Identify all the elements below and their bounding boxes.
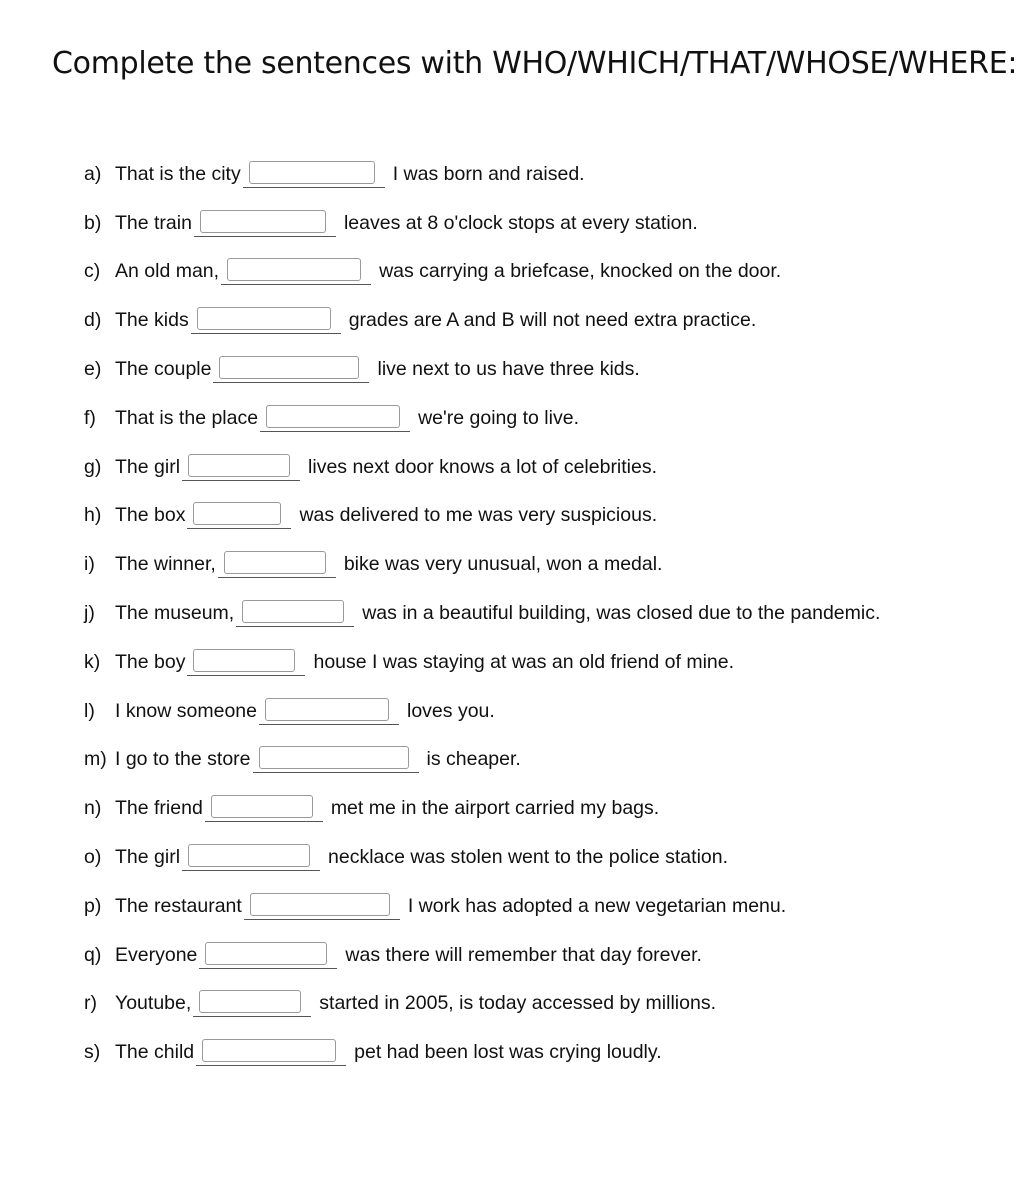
sentence-end: I work has adopted a new vegetarian menu. bbox=[407, 894, 787, 917]
sentence-end: bike was very unusual, won a medal. bbox=[343, 553, 663, 576]
item-letter: g) bbox=[84, 455, 102, 478]
answer-box[interactable] bbox=[193, 502, 281, 525]
item-letter: k) bbox=[84, 650, 101, 673]
sentence-start: That is the city bbox=[115, 162, 241, 185]
exercise-list bbox=[84, 150, 984, 1077]
answer-blank[interactable] bbox=[221, 258, 371, 285]
answer-blank[interactable] bbox=[199, 942, 337, 969]
answer-box[interactable] bbox=[188, 454, 290, 477]
exercise-item bbox=[84, 199, 984, 248]
exercise-item bbox=[84, 443, 984, 492]
exercise-item bbox=[84, 931, 984, 980]
sentence-end: grades are A and B will not need extra practice. bbox=[348, 309, 757, 332]
exercise-item bbox=[84, 296, 984, 345]
answer-box[interactable] bbox=[250, 893, 390, 916]
sentence-end: live next to us have three kids. bbox=[377, 358, 640, 381]
answer-box[interactable] bbox=[199, 990, 301, 1013]
answer-box[interactable] bbox=[224, 551, 326, 574]
answer-box[interactable] bbox=[242, 600, 344, 623]
sentence-end: we're going to live. bbox=[418, 406, 579, 429]
sentence-start: The train bbox=[115, 211, 192, 234]
answer-blank[interactable] bbox=[196, 1039, 346, 1066]
answer-blank[interactable] bbox=[187, 649, 305, 676]
sentence-start: The museum, bbox=[115, 602, 235, 625]
exercise-item bbox=[84, 687, 984, 736]
item-letter: f) bbox=[84, 406, 96, 429]
item-letter: i) bbox=[84, 553, 95, 576]
answer-box[interactable] bbox=[227, 258, 361, 281]
sentence-start: The child bbox=[115, 1041, 195, 1064]
sentence-end: is cheaper. bbox=[426, 748, 521, 771]
exercise-item bbox=[84, 394, 984, 443]
answer-blank[interactable] bbox=[205, 795, 323, 822]
answer-box[interactable] bbox=[200, 210, 326, 233]
sentence-end: leaves at 8 o'clock stops at every station. bbox=[343, 211, 698, 234]
answer-box[interactable] bbox=[266, 405, 400, 428]
exercise-item bbox=[84, 345, 984, 394]
sentence-end: met me in the airport carried my bags. bbox=[330, 797, 660, 820]
item-letter: q) bbox=[84, 943, 102, 966]
answer-box[interactable] bbox=[249, 161, 375, 184]
answer-box[interactable] bbox=[219, 356, 359, 379]
item-letter: l) bbox=[84, 699, 95, 722]
sentence-start: The friend bbox=[115, 797, 203, 820]
answer-blank[interactable] bbox=[191, 307, 341, 334]
item-letter: r) bbox=[84, 992, 97, 1015]
answer-blank[interactable] bbox=[182, 844, 320, 871]
exercise-item bbox=[84, 589, 984, 638]
item-letter: p) bbox=[84, 894, 102, 917]
sentence-start: Youtube, bbox=[115, 992, 192, 1015]
answer-blank[interactable] bbox=[187, 502, 291, 529]
answer-box[interactable] bbox=[205, 942, 327, 965]
sentence-end: started in 2005, is today accessed by millions. bbox=[319, 992, 716, 1015]
sentence-start: The couple bbox=[115, 358, 212, 381]
item-letter: s) bbox=[84, 1041, 101, 1064]
worksheet-title: Complete the sentences with WHO/WHICH/THAT/WHOSE/WHERE: bbox=[52, 46, 1018, 81]
sentence-start: An old man, bbox=[115, 260, 220, 283]
sentence-start: That is the place bbox=[115, 406, 259, 429]
answer-blank[interactable] bbox=[218, 551, 336, 578]
sentence-end: lives next door knows a lot of celebrities. bbox=[308, 455, 658, 478]
answer-box[interactable] bbox=[193, 649, 295, 672]
answer-box[interactable] bbox=[197, 307, 331, 330]
item-letter: c) bbox=[84, 260, 101, 283]
answer-blank[interactable] bbox=[236, 600, 354, 627]
item-letter: d) bbox=[84, 309, 102, 332]
sentence-end: was delivered to me was very suspicious. bbox=[299, 504, 658, 527]
answer-blank[interactable] bbox=[244, 893, 400, 920]
answer-box[interactable] bbox=[188, 844, 310, 867]
answer-blank[interactable] bbox=[243, 161, 385, 188]
item-letter: j) bbox=[84, 602, 95, 625]
exercise-item bbox=[84, 736, 984, 785]
answer-blank[interactable] bbox=[213, 356, 369, 383]
sentence-start: The girl bbox=[115, 455, 181, 478]
sentence-end: loves you. bbox=[407, 699, 495, 722]
sentence-end: pet had been lost was crying loudly. bbox=[354, 1041, 662, 1064]
answer-blank[interactable] bbox=[194, 210, 336, 237]
sentence-start: The box bbox=[115, 504, 186, 527]
answer-blank[interactable] bbox=[260, 405, 410, 432]
item-letter: e) bbox=[84, 358, 102, 381]
sentence-start: Everyone bbox=[115, 943, 198, 966]
exercise-item bbox=[84, 1028, 984, 1077]
answer-box[interactable] bbox=[202, 1039, 336, 1062]
answer-box[interactable] bbox=[259, 746, 409, 769]
sentence-end: was there will remember that day forever. bbox=[345, 943, 702, 966]
exercise-item bbox=[84, 248, 984, 297]
answer-blank[interactable] bbox=[193, 990, 311, 1017]
item-letter: h) bbox=[84, 504, 102, 527]
sentence-start: The kids bbox=[115, 309, 189, 332]
item-letter: o) bbox=[84, 846, 102, 869]
exercise-item bbox=[84, 882, 984, 931]
sentence-start: I know someone bbox=[115, 699, 257, 722]
answer-box[interactable] bbox=[211, 795, 313, 818]
sentence-end: was in a beautiful building, was closed due to the pandemic. bbox=[362, 602, 881, 625]
exercise-item bbox=[84, 540, 984, 589]
exercise-item bbox=[84, 833, 984, 882]
answer-blank[interactable] bbox=[259, 698, 399, 725]
sentence-end: I was born and raised. bbox=[392, 162, 585, 185]
answer-blank[interactable] bbox=[182, 454, 300, 481]
item-letter: b) bbox=[84, 211, 102, 234]
answer-blank[interactable] bbox=[253, 746, 419, 773]
exercise-item bbox=[84, 638, 984, 687]
answer-box[interactable] bbox=[265, 698, 389, 721]
sentence-end: necklace was stolen went to the police station. bbox=[328, 846, 729, 869]
item-letter: n) bbox=[84, 797, 102, 820]
exercise-item bbox=[84, 492, 984, 541]
sentence-start: The girl bbox=[115, 846, 181, 869]
exercise-item bbox=[84, 784, 984, 833]
sentence-end: was carrying a briefcase, knocked on the door. bbox=[379, 260, 782, 283]
sentence-start: The winner, bbox=[115, 553, 216, 576]
item-letter: m) bbox=[84, 748, 107, 771]
sentence-end: house I was staying at was an old friend of mine. bbox=[313, 650, 735, 673]
item-letter: a) bbox=[84, 162, 102, 185]
sentence-start: I go to the store bbox=[115, 748, 251, 771]
sentence-start: The restaurant bbox=[115, 894, 242, 917]
sentence-start: The boy bbox=[115, 650, 186, 673]
exercise-item bbox=[84, 150, 984, 199]
exercise-item bbox=[84, 980, 984, 1029]
